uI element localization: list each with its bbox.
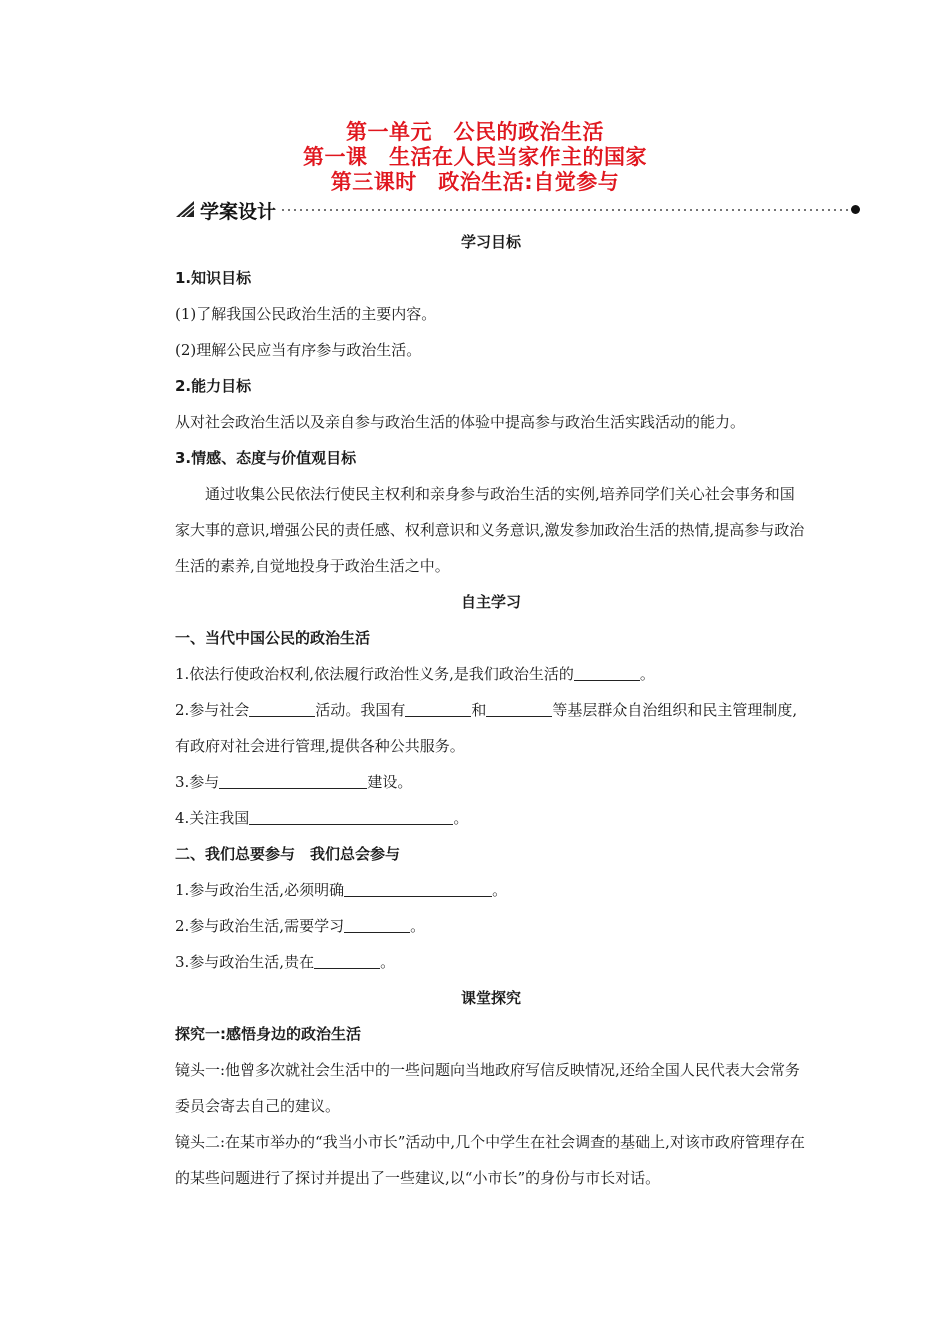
self-study-heading: 自主学习: [460, 593, 521, 611]
goals-heading: 学习目标: [460, 233, 521, 251]
answer-blank[interactable]: [344, 914, 410, 933]
fill-question-1-4: 4.关注我国 。: [175, 800, 807, 836]
answer-blank[interactable]: [249, 806, 453, 825]
answer-blank[interactable]: [486, 698, 552, 717]
answer-blank[interactable]: [249, 698, 315, 717]
fill-question-2-3: 3.参与政治生活,贵在 。: [175, 944, 807, 980]
lesson-title: 第一课 生活在人民当家作主的国家: [303, 145, 647, 169]
unit-title: 第一单元 公民的政治生活: [346, 120, 604, 144]
triangle-icon: [174, 199, 196, 219]
ability-text: 从对社会政治生活以及亲自参与政治生活的体验中提高参与政治生活实践活动的能力。: [175, 413, 746, 431]
fill-question-2-1: 1.参与政治生活,必须明确 。: [175, 872, 807, 908]
answer-blank[interactable]: [574, 662, 640, 681]
title-block: [0, 120, 950, 195]
answer-blank[interactable]: [344, 878, 492, 897]
knowledge-item-2: (2)理解公民应当有序参与政治生活。: [175, 341, 422, 359]
knowledge-item-1: (1)了解我国公民政治生活的主要内容。: [175, 305, 437, 323]
emotion-text: 通过收集公民依法行使民主权利和亲身参与政治生活的实例,培养同学们关心社会事务和国家大事的意识,增强公民的责任感、权利意识和义务意识,激发参加政治生活的热情,提高参与政治生活的素养,自觉地投身于政治生活之中。: [175, 485, 805, 575]
fill-question-1-3: 3.参与 建设。: [175, 764, 807, 800]
banner-label: 学案设计: [200, 201, 277, 223]
part2-heading: 二、我们总要参与 我们总会参与: [175, 845, 401, 863]
answer-blank[interactable]: [314, 950, 380, 969]
section-banner: [174, 196, 864, 224]
shot2-text: 镜头二:在某市举办的“我当小市长”活动中,几个中学生在社会调查的基础上,对该市政府管理存在的某些问题进行了探讨并提出了一些建议,以“小市长”的身份与市长对话。: [175, 1133, 805, 1187]
dotted-divider: [282, 207, 852, 213]
ability-heading: 2.能力目标: [175, 377, 252, 395]
main-content: [175, 224, 807, 1196]
emotion-heading: 3.情感、态度与价值观目标: [175, 449, 357, 467]
period-title: 第三课时 政治生活:自觉参与: [330, 170, 620, 194]
explore1-heading: 探究一:感悟身边的政治生活: [175, 1025, 361, 1043]
fill-question-1-2: 2.参与社会 活动。我国有 和 等基层群众自治组织和民主管理制度,有政府对社会进行管理,提供各种公共服务。: [175, 692, 807, 764]
classroom-heading: 课堂探究: [460, 989, 521, 1007]
fill-question-1-1: 1.依法行使政治权利,依法履行政治性义务,是我们政治生活的 。: [175, 656, 807, 692]
divider-end-dot: [851, 205, 860, 214]
fill-question-2-2: 2.参与政治生活,需要学习 。: [175, 908, 807, 944]
knowledge-heading: 1.知识目标: [175, 269, 252, 287]
answer-blank[interactable]: [405, 698, 471, 717]
shot1-text: 镜头一:他曾多次就社会生活中的一些问题向当地政府写信反映情况,还给全国人民代表大会常务委员会寄去自己的建议。: [175, 1061, 800, 1115]
part1-heading: 一、当代中国公民的政治生活: [175, 629, 371, 647]
answer-blank[interactable]: [219, 770, 367, 789]
